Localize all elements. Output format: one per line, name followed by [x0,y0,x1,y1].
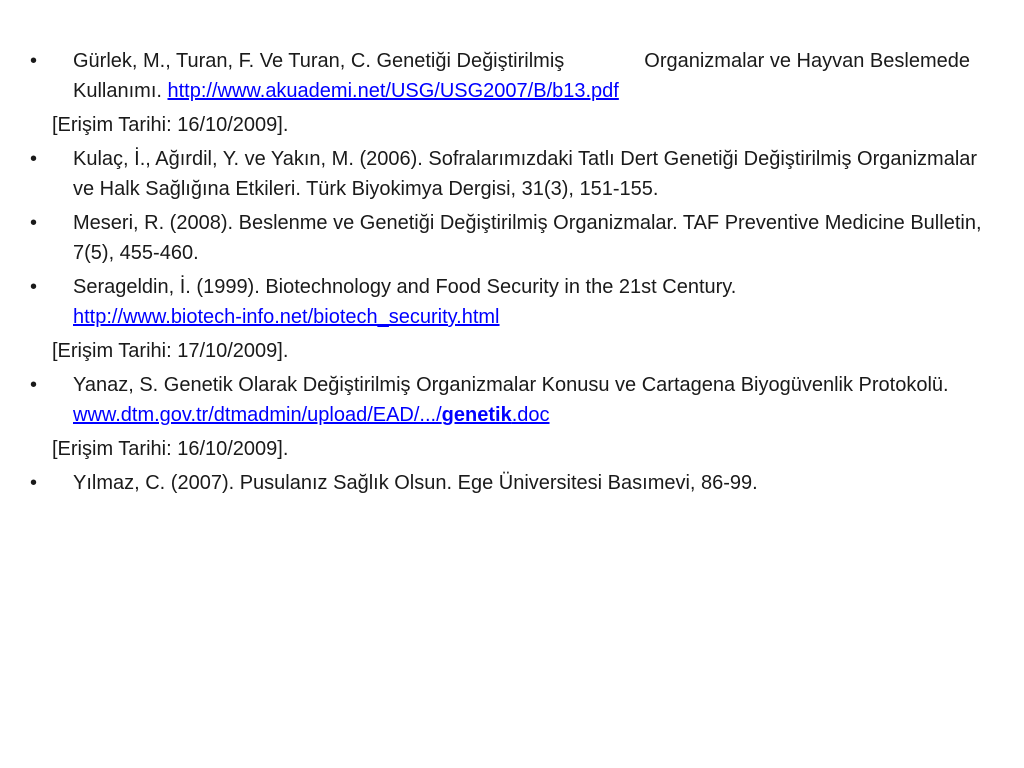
reference-list [30,46,990,502]
reference-text: Serageldin, İ. (1999). Biotechnology and Food Security in the 21st Century. [73,276,737,298]
bullet-icon: • [30,374,38,396]
reference-kulac [30,144,990,204]
access-date: [Erişim Tarihi: 16/10/2009]. [52,438,289,460]
reference-link[interactable]: http://www.akuademi.net/USG/USG2007/B/b13.pdf [167,80,619,102]
reference-serageldin [30,272,990,332]
reference-link[interactable]: http://www.biotech-info.net/biotech_security.html [73,306,500,328]
reference-link[interactable] [73,404,550,426]
reference-yanaz [30,370,990,430]
bullet-icon: • [30,148,38,170]
access-date: [Erişim Tarihi: 17/10/2009]. [52,340,289,362]
reference-meseri [30,208,990,268]
bullet-icon: • [30,50,38,72]
access-date: [Erişim Tarihi: 16/10/2009]. [52,114,289,136]
reference-text: Gürlek, M., Turan, F. Ve Turan, C. Genetiği Değiştirilmiş [73,50,565,72]
reference-yilmaz [30,468,990,498]
reference-text: Kulaç, İ., Ağırdil, Y. ve Yakın, M. (2006). Sofralarımızdaki Tatlı Dert Genetiği Değiştirilmiş Organizmalar ve Halk Sağlığına Etkileri. Türk Biyokimya Dergisi, 31(3), 151-155. [73,148,978,200]
reference-text: Meseri, R. (2008). Beslenme ve Genetiği Değiştirilmiş Organizmalar. TAF Preventive Medicine Bulletin, 7(5), 455-460. [73,212,982,264]
reference-text: Yılmaz, C. (2007). Pusulanız Sağlık Olsun. Ege Üniversitesi Basımevi, 86-99. [73,472,758,494]
reference-gurlek [30,46,990,106]
link-part: www.dtm.gov.tr/dtmadmin/upload/EAD/.../ [73,404,442,426]
bullet-icon: • [30,212,38,234]
reference-text: Yanaz, S. Genetik Olarak Değiştirilmiş Organizmalar Konusu ve Cartagena Biyogüvenlik Protokolü. [73,374,949,396]
link-part-bold: genetik [441,404,512,426]
bullet-icon: • [30,276,38,298]
link-part: .doc [511,404,550,426]
reference-text: Organizmalar ve Hayvan Beslemede Kullanımı. [73,50,970,102]
bullet-icon: • [30,472,38,494]
